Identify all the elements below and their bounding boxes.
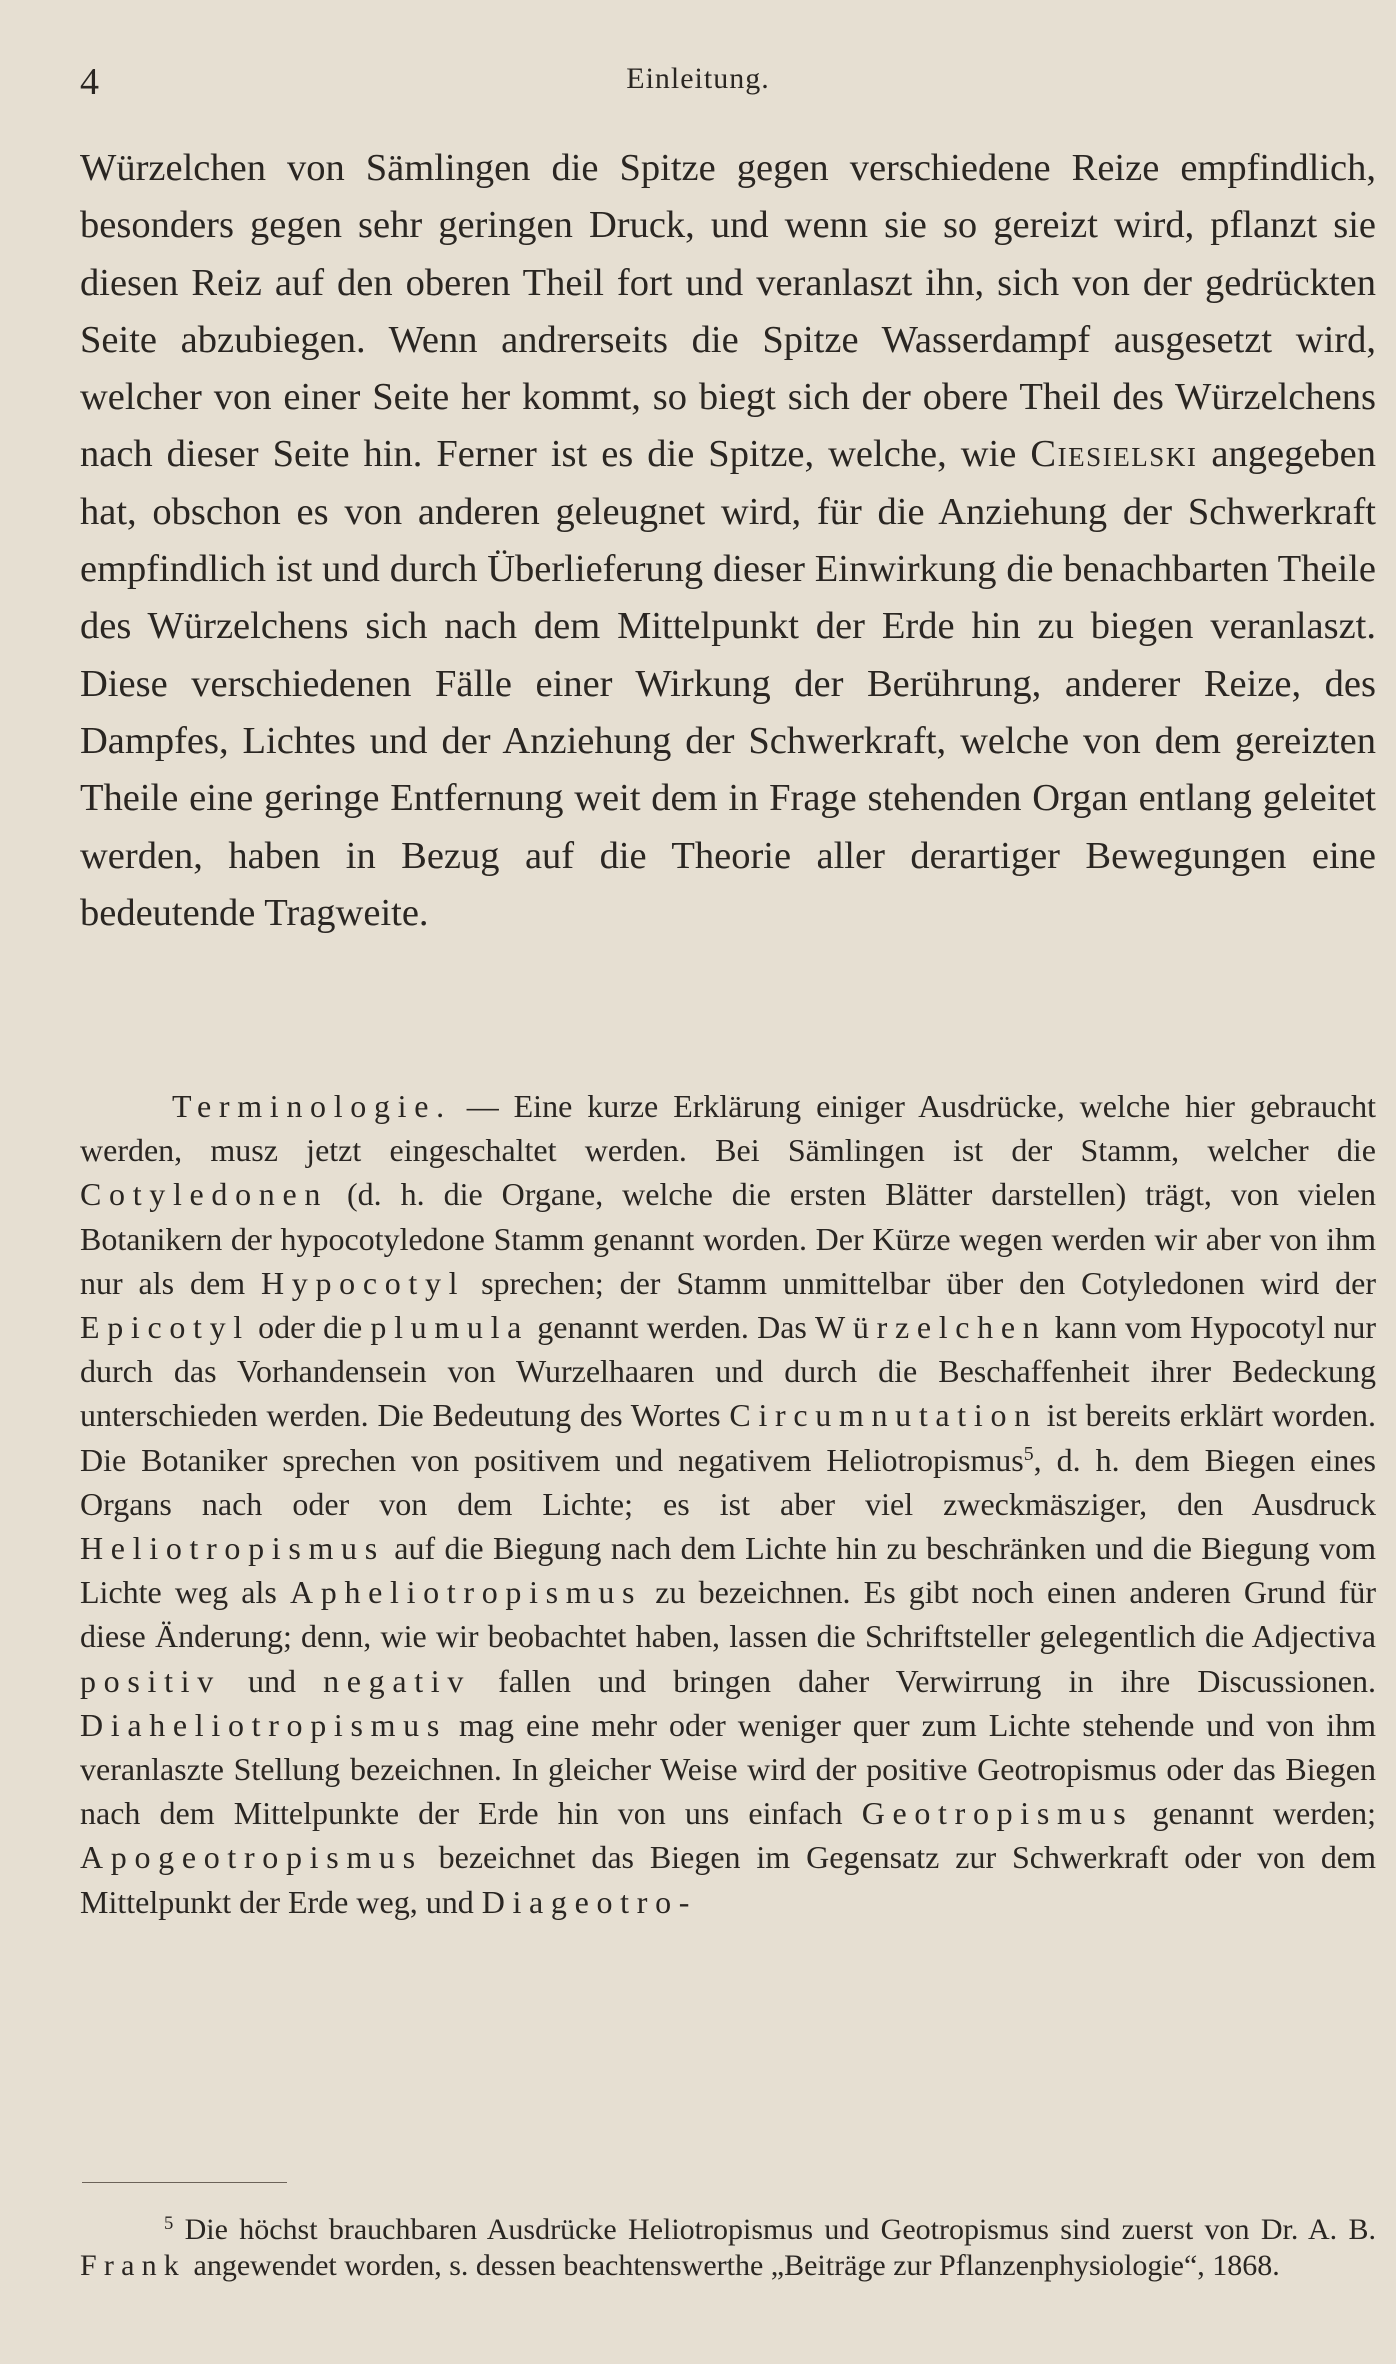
text-segment: kann vom Hypocotyl nur durch das Vorhandensein von Wurzelhaaren und durch die Beschaffenheit ihrer Bedeckung unterschieden werden. Die Bedeutung des Wortes: [80, 1309, 1377, 1434]
text-segment: genannt werden. Das: [529, 1309, 816, 1346]
term-cotyledonen: Cotyledonen: [80, 1176, 329, 1213]
text-segment: genannt werden;: [1133, 1795, 1377, 1832]
running-title: Einleitung.: [626, 62, 770, 95]
text-segment: , d. h. dem Biegen eines Organs nach oder von dem Lichte; es ist aber viel zweckmäsziger, den Ausdruck: [80, 1441, 1377, 1522]
terminology-section: [80, 1084, 1376, 1924]
term-diageotropismus: Diageotro-: [481, 1883, 698, 1920]
text-segment: Würzelchen von Sämlingen die Spitze gegen verschiedene Reize empfindlich, besonders gegen sehr geringen Druck, und wenn sie so gereizt wird, pflanzt sie diesen Reiz auf den oberen Theil fort und veranlaszt ihn, sich von der gedrückten Seite abzubiegen. Wenn andrerseits die Spitze Wasserdampf ausgesetzt wird, welcher von einer Seite her kommt, so biegt sich der obere Theil des Würzelchens nach dieser Seite hin. Ferner ist es die Spitze, welche, wie: [80, 147, 1376, 476]
text-segment: Die höchst brauchbaren Ausdrücke Heliotropismus und Geotropismus sind zuerst von Dr. A. B.: [173, 2213, 1376, 2246]
text-segment: oder die: [249, 1309, 371, 1346]
text-segment: fallen und bringen daher Verwirrung in ihre Discussionen.: [471, 1662, 1377, 1699]
text-segment: angegeben hat, obschon es von anderen geleugnet wird, für die Anziehung der Schwerkraft empfindlich ist und durch Überlieferung dieser Einwirkung die benachbarten Theile des Würzelchens sich nach dem Mittelpunkt der Erde hin zu biegen veranlaszt. Diese verschiedenen Fälle einer Wirkung der Berührung, anderer Reize, des Dampfes, Lichtes und der Anziehung der Schwerkraft, welche von dem gereizten Theile eine geringe Entfernung weit dem in Frage stehenden Organ entlang geleitet werden, haben in Bezug auf die Theorie aller derartiger Bewegungen eine bedeutende Tragweite.: [80, 433, 1376, 934]
text-segment: ist bereits erklärt worden. Die Botaniker sprechen von positivem und negativem Heliotropismus: [80, 1397, 1376, 1478]
term-heliotropismus: Heliotropismus: [80, 1530, 385, 1567]
text-segment: mag eine mehr oder weniger quer zum Lichte stehende und von ihm veranlaszte Stellung bezeichnen. In gleicher Weise wird der positive Geotropismus oder das Biegen nach dem Mittelpunkte der Erde hin von uns einfach: [80, 1706, 1376, 1832]
text-segment: (d. h. die Organe, welche die ersten Blätter darstellen) trägt, von vielen Botanikern der hypocotyledone Stamm genannt worden. Der Kürze wegen werden wir aber von ihm nur als dem: [80, 1176, 1376, 1301]
author-frank: Frank: [80, 2249, 186, 2282]
text-segment: und: [220, 1662, 324, 1699]
text-segment: bezeichnet das Biegen im Gegensatz zur Schwerkraft oder von dem Mittelpunkt der Erde weg, und: [80, 1839, 1376, 1920]
section-heading: Terminologie.: [172, 1088, 452, 1124]
running-head: [80, 60, 1316, 110]
text-segment: auf die Biegung nach dem Lichte hin zu beschränken und die Biegung vom Lichte weg als: [80, 1530, 1376, 1611]
main-paragraph: [80, 140, 1376, 942]
author-name: Ciesielski: [1030, 433, 1198, 476]
footnote-text: [80, 2212, 1376, 2284]
term-hypocotyl: Hypocotyl: [260, 1264, 466, 1301]
term-epicotyl: Epicotyl: [80, 1309, 250, 1346]
term-apheliotropismus: Apheliotropismus: [289, 1574, 643, 1611]
text-segment: angewendet worden, s. dessen beachtenswerthe „Beiträge zur Pflanzenphysiologie“, 1868.: [186, 2249, 1280, 2282]
footnote-mark: 5: [164, 2212, 174, 2234]
term-wuerzelchen: Würzelchen: [815, 1309, 1047, 1346]
term-apogeotropismus: Apogeotropismus: [80, 1839, 423, 1876]
page-number: 4: [80, 61, 99, 103]
text-segment: — Eine kurze Erklärung einiger Ausdrücke, welche hier gebraucht werden, musz jetzt eingeschaltet werden. Bei Sämlingen ist der Stamm, welcher die: [80, 1088, 1376, 1169]
footnote-divider: [82, 2182, 287, 2183]
footnote-reference[interactable]: 5: [1023, 1442, 1034, 1465]
term-diaheliotropismus: Diaheliotropismus: [80, 1706, 447, 1743]
term-plumula: plumula: [370, 1309, 530, 1346]
term-negativ: negativ: [323, 1662, 472, 1699]
text-segment: sprechen; der Stamm unmittelbar über den Cotyledonen wird der: [465, 1264, 1377, 1301]
term-geotropismus: Geotropismus: [861, 1795, 1134, 1832]
footnote: [80, 2212, 1376, 2284]
term-positiv: positiv: [80, 1662, 221, 1699]
terminology-paragraph: [80, 1084, 1376, 1924]
text-segment: zu bezeichnen. Es gibt noch einen anderen Grund für diese Änderung; denn, wie wir beobachtet haben, lassen die Schriftsteller gelegentlich die Adjectiva: [80, 1574, 1377, 1655]
term-circumnutation: Circumnutation: [729, 1397, 1038, 1434]
main-paragraph-text: [80, 140, 1376, 942]
